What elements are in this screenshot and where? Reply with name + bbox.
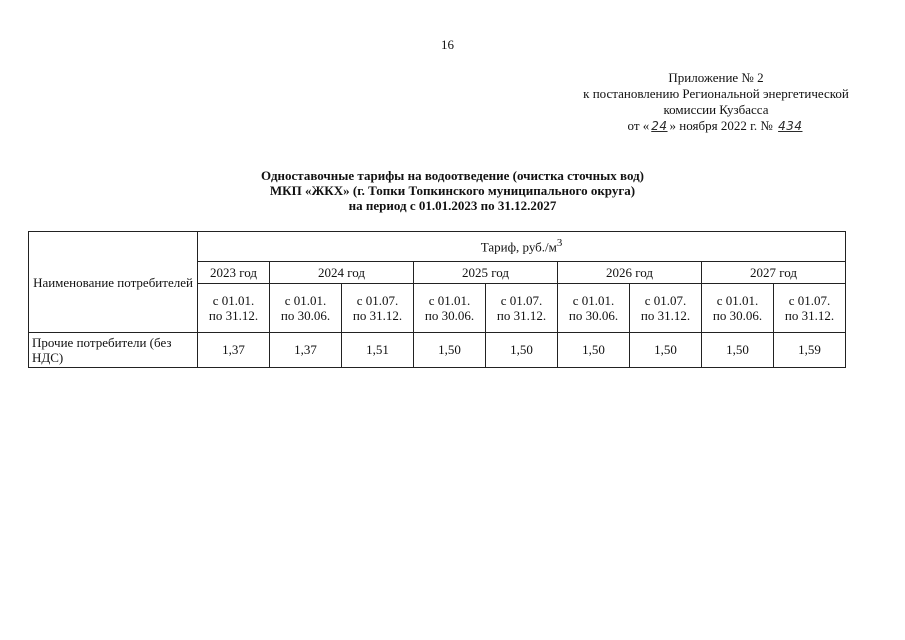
table-row bbox=[29, 333, 846, 368]
period-from: с 01.01. bbox=[428, 293, 471, 308]
period-to: по 30.06. bbox=[424, 308, 475, 323]
page-number: 16 bbox=[441, 37, 454, 52]
period-to: по 30.06. bbox=[280, 308, 331, 323]
tariff-header-row bbox=[29, 232, 846, 262]
tariff-value: 1,50 bbox=[486, 333, 558, 368]
year-2027: 2027 год bbox=[702, 262, 846, 284]
handwritten-day: 24 bbox=[651, 119, 668, 133]
title-line-3: на период с 01.01.2023 по 31.12.2027 bbox=[348, 198, 557, 213]
period-from: с 01.01. bbox=[572, 293, 615, 308]
period-cell bbox=[558, 284, 630, 333]
tariff-value: 1,37 bbox=[270, 333, 342, 368]
tariff-unit-superscript: 3 bbox=[556, 237, 563, 250]
tariff-value: 1,59 bbox=[774, 333, 846, 368]
period-from: с 01.07. bbox=[500, 293, 543, 308]
period-cell bbox=[414, 284, 486, 333]
period-from: с 01.07. bbox=[788, 293, 831, 308]
year-2023: 2023 год bbox=[198, 262, 270, 284]
appendix-resolution: к постановлению Региональной энергетической bbox=[583, 86, 849, 101]
year-2025: 2025 год bbox=[414, 262, 558, 284]
date-prefix: от « bbox=[627, 118, 650, 133]
period-from: с 01.01. bbox=[212, 293, 255, 308]
period-to: по 30.06. bbox=[568, 308, 619, 323]
period-from: с 01.07. bbox=[356, 293, 399, 308]
tariff-value: 1,50 bbox=[414, 333, 486, 368]
document-title bbox=[150, 168, 755, 213]
date-middle: » ноября 2022 г. № bbox=[669, 118, 773, 133]
period-cell bbox=[342, 284, 414, 333]
tariff-table bbox=[28, 231, 846, 368]
period-cell bbox=[270, 284, 342, 333]
period-to: по 31.12. bbox=[640, 308, 691, 323]
tariff-value: 1,50 bbox=[630, 333, 702, 368]
appendix-block bbox=[560, 70, 872, 134]
tariff-value: 1,50 bbox=[558, 333, 630, 368]
period-to: по 31.12. bbox=[784, 308, 835, 323]
period-cell bbox=[774, 284, 846, 333]
period-cell bbox=[486, 284, 558, 333]
consumer-name: Прочие потребители (без НДС) bbox=[29, 333, 198, 368]
period-from: с 01.01. bbox=[284, 293, 327, 308]
appendix-title: Приложение № 2 bbox=[668, 70, 764, 85]
period-to: по 31.12. bbox=[352, 308, 403, 323]
period-to: по 31.12. bbox=[496, 308, 547, 323]
consumer-column-header: Наименование потребителей bbox=[29, 232, 198, 333]
tariff-header-label: Тариф, руб./м bbox=[480, 239, 557, 255]
period-to: по 31.12. bbox=[208, 308, 259, 323]
handwritten-number: 434 bbox=[778, 119, 803, 133]
appendix-date-line bbox=[560, 118, 872, 134]
period-from: с 01.07. bbox=[644, 293, 687, 308]
title-line-1: Одноставочные тарифы на водоотведение (очистка сточных вод) bbox=[261, 168, 644, 183]
tariff-column-header bbox=[198, 232, 846, 262]
tariff-value: 1,51 bbox=[342, 333, 414, 368]
period-cell bbox=[702, 284, 774, 333]
title-line-2: МКП «ЖКХ» (г. Топки Топкинского муниципального округа) bbox=[269, 183, 636, 198]
period-cell bbox=[198, 284, 270, 333]
tariff-value: 1,37 bbox=[198, 333, 270, 368]
year-2024: 2024 год bbox=[270, 262, 414, 284]
appendix-commission: комиссии Кузбасса bbox=[663, 102, 769, 117]
tariff-value: 1,50 bbox=[702, 333, 774, 368]
year-2026: 2026 год bbox=[558, 262, 702, 284]
period-to: по 30.06. bbox=[712, 308, 763, 323]
period-cell bbox=[630, 284, 702, 333]
period-from: с 01.01. bbox=[716, 293, 759, 308]
